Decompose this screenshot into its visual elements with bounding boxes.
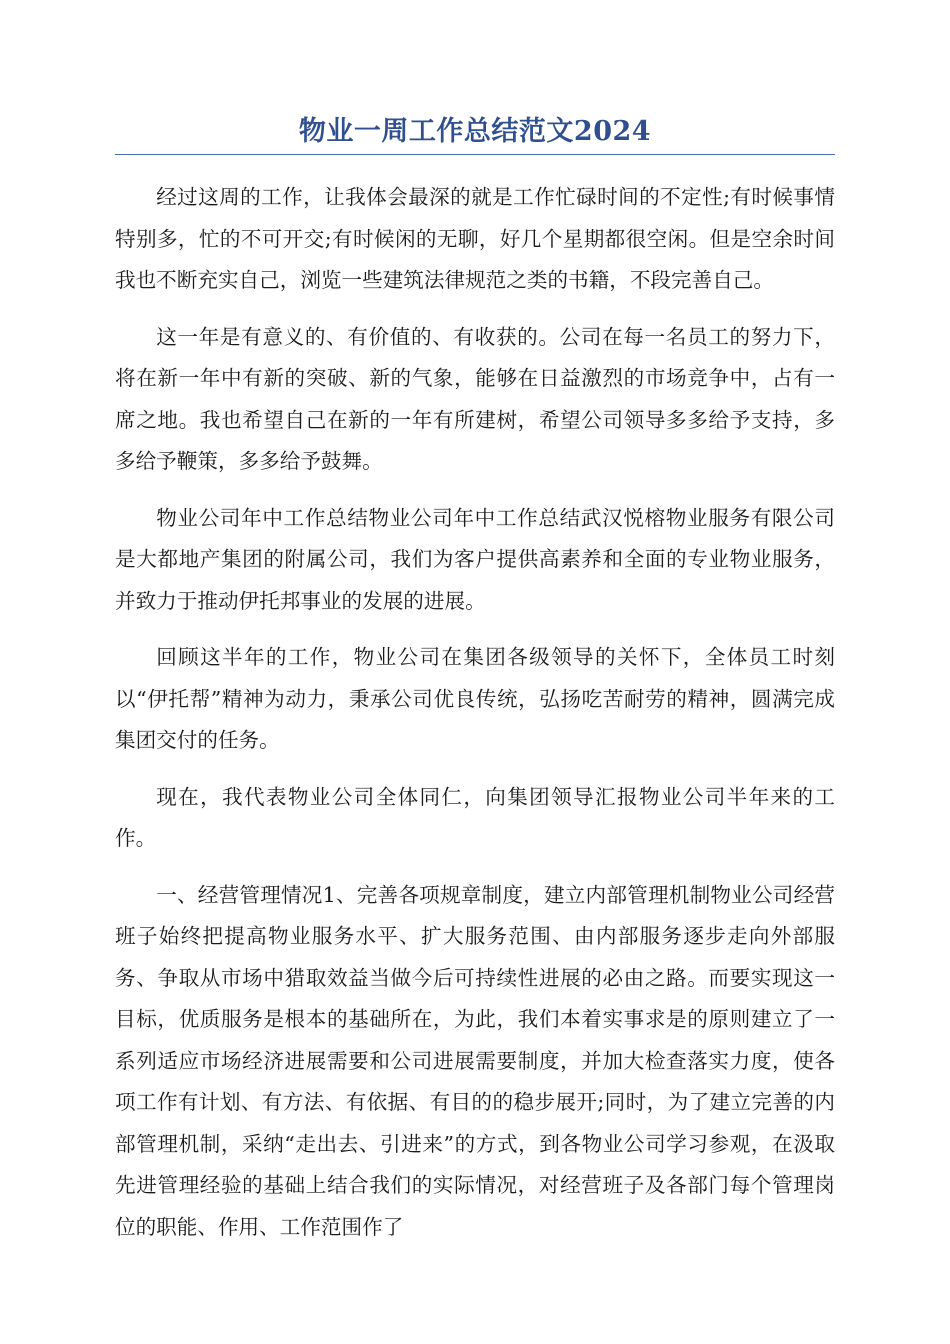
paragraph-6: 一、经营管理情况1、完善各项规章制度，建立内部管理机制物业公司经营班子始终把提高物业服务水平、扩大服务范围、由内部服务逐步走向外部服务、争取从市场中猎取效益当做今后可持续性进展的必由之路。而要实现这一目标，优质服务是根本的基础所在，为此，我们本着实事求是的原则建立了一系列适应市场经济进展需要和公司进展需要制度，并加大检查落实力度，使各项工作有计划、有方法、有依据、有目的的稳步展开;同时，为了建立完善的内部管理机制，采纳“走出去、引进来”的方式，到各物业公司学习参观，在汲取先进管理经验的基础上结合我们的实际情况，对经营班子及各部门每个管理岗位的职能、作用、工作范围作了	[115, 882, 835, 1239]
paragraph-3: 物业公司年中工作总结物业公司年中工作总结武汉悦榕物业服务有限公司是大都地产集团的附属公司，我们为客户提供高素养和全面的专业物业服务，并致力于推动伊托邦事业的发展的进展。	[115, 505, 835, 613]
paragraph-4: 回顾这半年的工作，物业公司在集团各级领导的关怀下，全体员工时刻以“伊托帮”精神为动力，秉承公司优良传统，弘扬吃苦耐劳的精神，圆满完成集团交付的任务。	[115, 645, 835, 752]
paragraph-1: 经过这周的工作，让我体会最深的就是工作忙碌时间的不定性;有时候事情特别多，忙的不可开交;有时候闲的无聊，好几个星期都很空闲。但是空余时间我也不断充实自己，浏览一些建筑法律规范之类的书籍，不段完善自己。	[115, 185, 835, 292]
paragraph-5: 现在，我代表物业公司全体同仁，向集团领导汇报物业公司半年来的工作。	[115, 784, 835, 850]
title-underline	[115, 154, 835, 155]
paragraph-2: 这一年是有意义的、有价值的、有收获的。公司在每一名员工的努力下，将在新一年中有新的突破、新的气象，能够在日益激烈的市场竞争中，占有一席之地。我也希望自己在新的一年有所建树，希望公司领导多多给予支持，多多给予鞭策，多多给予鼓舞。	[115, 324, 835, 473]
document-page	[115, 112, 835, 1263]
document-title: 物业一周工作总结范文2024	[298, 116, 652, 147]
